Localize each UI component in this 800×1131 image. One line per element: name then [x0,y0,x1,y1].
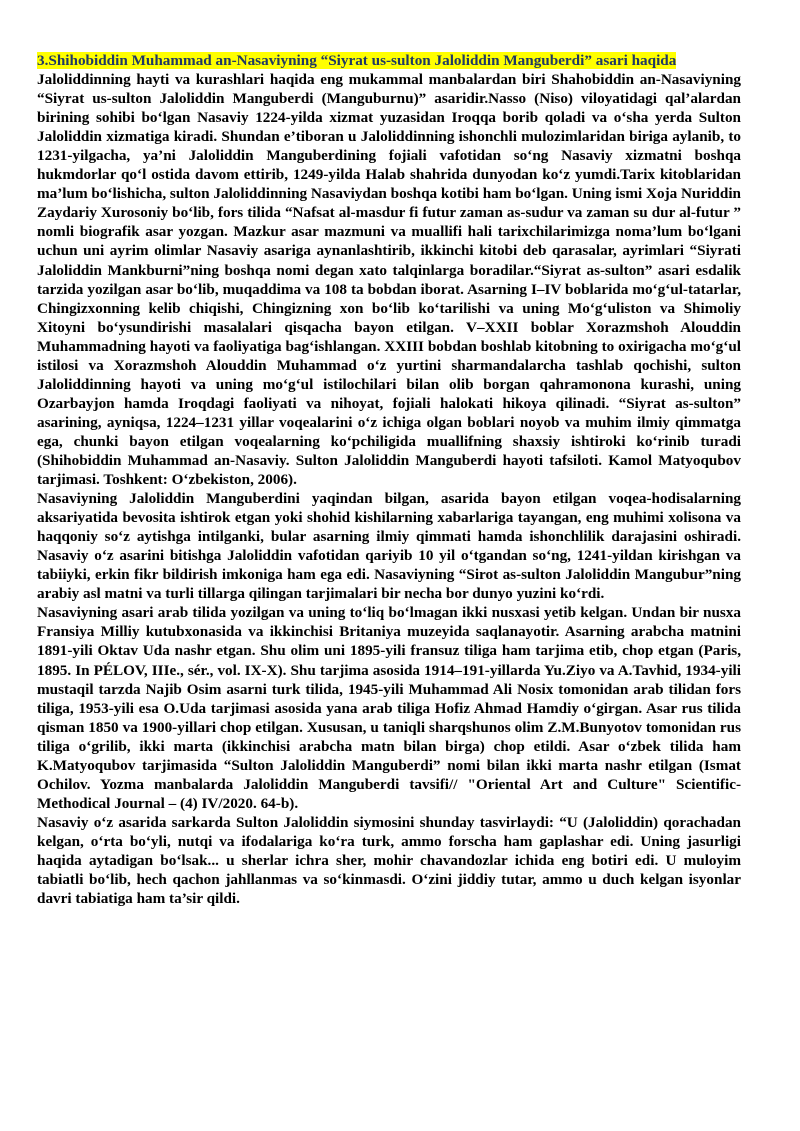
section-heading-text: 3.Shihobiddin Muhammad an-Nasaviyning “Siyrat us-sulton Jaloliddin Manguberdi” asari haqida [37,52,677,69]
section-heading [37,51,741,70]
paragraph-1: Jaloliddinning hayti va kurashlari haqida eng mukammal manbalardan biri Shahobiddin an-Nasaviyning “Siyrat us-sulton Jaloliddin Manguberdi (Manguburnu)” asaridir.Nasso (Niso) viloyatidagi qal’alardan birining sohibi bo‘lgan Nasaviy 1224-yilda xizmat yuzasidan Iroqqa borib qoladi va o‘sha yerda Sulton Jaloliddin xizmatiga kiradi. Shundan e’tiboran u Jaloliddinning ishonchli mulozimlaridan biriga aylanib, to 1231-yilgacha, ya’ni Jaloliddin Manguberdining fojiali vafotidan so‘ng Nasaviy xizmatni boshqa hukmdorlar qo‘l ostida davom ettirib, 1249-yilda Halab shahrida dunyodan ko‘z yumdi.Tarix kitoblaridan ma’lum bo‘lishicha, sulton Jaloliddinning Nasaviydan boshqa kotibi ham bo‘lgan. Uning ismi Xoja Nuriddin Zaydariy Xurosoniy bo‘lib, fors tilida “Nafsat al-masdur fi futur zaman as-sudur va zaman su dur al-futur ” nomli biografik asar yozgan. Mazkur asar mazmuni va muallifi hali tarixchilarimizga noma’lum bo‘lgani uchun uni ayrim olimlar Nasaviy asariga aynanlashtirib, ikkinchi kitobi deb qarasalar, ayrimlari “Siyrati Jaloliddin Mankburni”ning boshqa nomi degan xato talqinlarga boradilar.“Siyrat as-sulton” asari esdalik tarzida yozilgan asar bo‘lib, muqaddima va 108 ta bobdan iborat. Asarning I–IV boblarida mo‘g‘ul-tatarlar, Chingizxonning kelib chiqishi, Chingizning xon bo‘lib ko‘tarilishi va uning Mo‘g‘uliston va Shimoliy Xitoyni bo‘ysundirishi masalalari qisqacha bayon etilgan. V–XXII boblar Xorazmshoh Alouddin Muhammadning hayoti va faoliyatiga bag‘ishlangan. XXIII bobdan boshlab kitobning to oxirigacha mo‘g‘ul istilosi va Xorazmshoh Alouddin Muhammad o‘z yurtini sharmandalarcha tashlab qochishi, sulton Jaloliddinning hayoti va uning mo‘g‘ul istilochilari bilan olib borgan qahramonona kurashi, uning Ozarbayjon hamda Iroqdagi faoliyati va nihoyat, fojiali halokati hikoya qilinadi. “Siyrat as-sulton” asarining, ayniqsa, 1224–1231 yillar voqealarini o‘z ichiga olgan boblari noyob va muhim ilmiy qimmatga ega, chunki bayon etilgan voqealarning ko‘pchiligida muallifning shaxsiy ishtiroki ko‘rinib turadi (Shihobiddin Muhammad an-Nasaviy. Sulton Jaloliddin Manguberdi hayoti tafsiloti. Kamol Matyoqubov tarjimasi. Toshkent: O‘zbekiston, 2006). [37,71,741,489]
paragraph-2: Nasaviyning Jaloliddin Manguberdini yaqindan bilgan, asarida bayon etilgan voqea-hodisalarning aksariyatida bevosita ishtirok etgan yoki shohid kishilarning xabarlariga tayangan, eng muhimi xolisona va haqqoniy so‘z aytishga intilganki, bular asarning ilmiy qimmati hamda ishonchlilik darajasini oshiradi. Nasaviy o‘z asarini bitishga Jaloliddin vafotidan qariyib 10 yil o‘tgandan so‘ng, 1241-yildan kirishgan va tabiiyki, erkin fikr bildirish imkoniga ham ega edi. Nasaviyning “Sirot as-sulton Jaloliddin Mangubur”ning arabiy asl matni va turli tillarga qilingan tarjimalari bir necha bor dunyo yuzini ko‘rdi. [37,490,741,603]
paragraph-3: Nasaviyning asari arab tilida yozilgan va uning to‘liq bo‘lmagan ikki nusxasi yetib kelgan. Undan bir nusxa Fransiya Milliy kutubxonasida va ikkinchisi Britaniya muzeyida saqlanayotir. Asarning arabcha matnini 1891-yili Oktav Uda nashr etgan. Shu olim uni 1895-yili fransuz tiliga ham tarjima etib, chop etgan (Paris, 1895. In PÉLOV, IIIe., sér., vol. IX-X). Shu tarjima asosida 1914–191-yillarda Yu.Ziyo va A.Tavhid, 1934-yili mustaqil tarzda Najib Osim asarni turk tilida, 1945-yili Muhammad Ali Nosix tomonidan arab tilidan fors tiliga, 1953-yili esa O.Uda tarjimasi asosida yana arab tiliga Hofiz Ahmad Hamdiy o‘girgan. Asar rus tilida qisman 1850 va 1900-yillari chop etilgan. Xususan, u taniqli sharqshunos olim Z.M.Bunyotov tomonidan rus tiliga o‘grilib, ikki marta (ikkinchisi arabcha matn bilan birga) chop etildi. Asar o‘zbek tilida ham K.Matyoqubov tarjimasida “Sulton Jaloliddin Manguberdi” nomi bilan ikki marta nashr etilgan (Ismat Ochilov. Yozma manbalarda Jaloliddin Manguberdi tavsifi// "Oriental Art and Culture" Scientific-Methodical Journal – (4) IV/2020. 64-b). [37,604,741,812]
document-page [37,51,741,908]
paragraph-4: Nasaviy o‘z asarida sarkarda Sulton Jaloliddin siymosini shunday tasvirlaydi: “U (Jaloliddin) qorachadan kelgan, o‘rta bo‘yli, nutqi va ifodalariga ko‘ra turk, ammo forscha ham gaplashar edi. Uning jasurligi haqida aytadigan bo‘lsak... u sherlar ichra sher, mohir chavandozlar ichida eng botiri edi. U muloyim tabiatli bo‘lib, hech qachon jahllanmas va so‘kinmasdi. O‘zini jiddiy tutar, ammo u duch kelgan isyonlar davri tabiatiga ham ta’sir qildi. [37,813,741,908]
